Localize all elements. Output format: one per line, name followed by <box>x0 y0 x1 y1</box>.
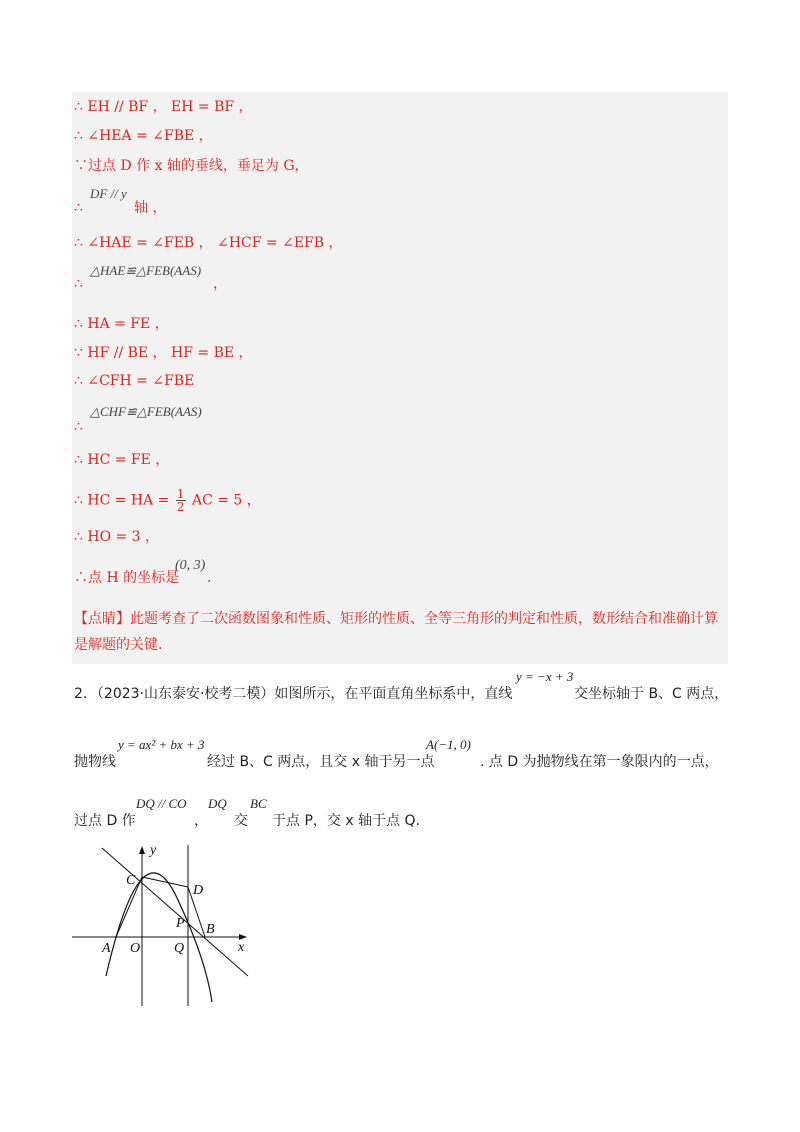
solution-line-6a: △HAE≌△FEB(AAS) <box>90 263 202 278</box>
solution-line-10-therefore: ∴ <box>74 419 83 435</box>
solution-line-6-therefore: ∴ <box>74 276 83 292</box>
solution-line-4a: DF // y <box>90 186 127 201</box>
label-d: D <box>193 883 204 898</box>
question-math-dq: DQ <box>208 796 227 811</box>
solution-line-12: ∴ HC = HA = $\frac{1}{2}$ AC = 5 ， <box>74 487 261 514</box>
solution-line-5: ∴ ∠HAE = ∠FEB ， ∠HCF = ∠EFB ， <box>74 235 343 251</box>
solution-line-8: ∵ HF // BE ， HF = BE ， <box>74 345 253 361</box>
label-p: P <box>176 916 185 931</box>
solution-line-7: ∴ HA = FE ， <box>74 316 169 332</box>
question-line-3: 过点 D 作 <box>74 813 136 829</box>
solution-line-13: ∴ HO = 3 ， <box>74 529 160 545</box>
question-comma: ， <box>194 813 208 829</box>
solution-line-9: ∴ ∠CFH = ∠FBE <box>74 373 195 389</box>
solution-line-14: ∴点 H 的坐标是 <box>74 570 180 586</box>
y-axis-arrow <box>139 846 145 854</box>
label-b: B <box>206 922 215 937</box>
question-line-2-mid: 经过 B、C 两点，且交 x 轴于另一点 <box>207 754 435 770</box>
question-line-1-end: 交坐标轴于 B、C 两点， <box>574 686 729 702</box>
solution-line-2: ∴ ∠HEA = ∠FBE ， <box>74 128 213 144</box>
question-line-1: 2．（2023·山东泰安·校考二模）如图所示，在平面直角坐标系中，直线 <box>74 686 513 702</box>
coordinate-figure <box>66 840 266 1010</box>
question-math-line: y = −x + 3 <box>516 669 574 684</box>
solution-line-3: ∵过点 D 作 x 轴的垂线，垂足为 G， <box>74 158 309 174</box>
solution-line-4b: 轴 ， <box>134 200 167 216</box>
question-line-3-end: 于点 P，交 x 轴于点 Q. <box>272 813 420 829</box>
question-line-2: 抛物线 <box>74 754 116 770</box>
fraction-one-half: $\frac{1}{2}$ <box>176 487 185 514</box>
question-math-parabola: y = ax² + bx + 3 <box>118 737 205 752</box>
solution-line-10a: △CHF≌△FEB(AAS) <box>90 404 202 419</box>
question-line-2-end: . 点 D 为抛物线在第一象限内的一点， <box>480 754 719 770</box>
remark-paragraph: 【点睛】此题考查了二次函数图象和性质、矩形的性质、全等三角形的判定和性质，数形结合和准确计算是解题的关键. <box>74 611 718 653</box>
solution-line-14-period: . <box>207 570 212 586</box>
solution-line-6-comma: ， <box>213 276 227 292</box>
label-a: A <box>102 941 111 956</box>
label-c: C <box>126 873 136 888</box>
question-math-bc: BC <box>250 796 267 811</box>
solution-line-11: ∴ HC = FE ， <box>74 452 170 468</box>
label-o: O <box>130 941 141 956</box>
question-math-dq-co: DQ // CO <box>136 796 187 811</box>
solution-line-14-coord: (0, 3) <box>175 558 206 573</box>
solution-line-1: ∴ EH // BF ， EH = BF ， <box>74 99 253 115</box>
label-x: x <box>238 940 245 955</box>
question-line-3-jiao: 交 <box>234 813 248 829</box>
label-y: y <box>150 843 157 858</box>
label-q: Q <box>174 941 185 956</box>
solution-line-4-therefore: ∴ <box>74 200 83 216</box>
question-math-point-a: A(−1, 0) <box>426 737 471 752</box>
